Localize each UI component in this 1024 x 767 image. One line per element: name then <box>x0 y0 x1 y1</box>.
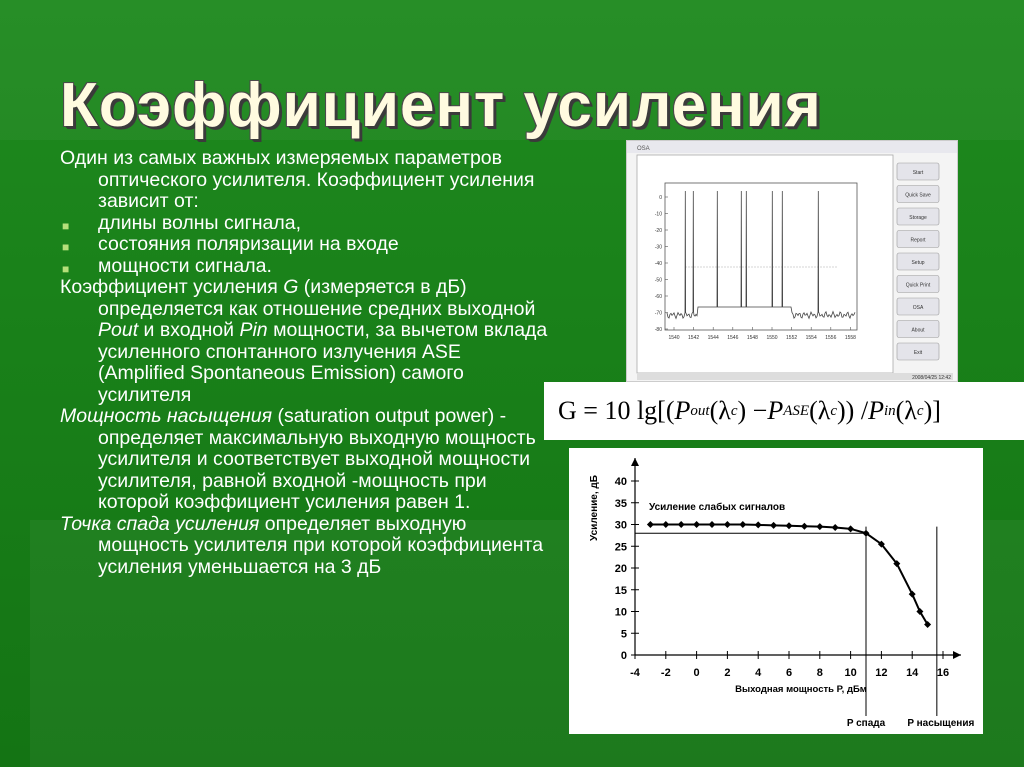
osa-button-label: Storage <box>909 215 927 221</box>
data-point <box>724 521 731 528</box>
formula-pout-sub: out <box>690 402 710 419</box>
osa-y-tick-label: -60 <box>654 294 662 300</box>
formula-lambda-sub: c <box>730 402 738 419</box>
osa-y-tick-label: 0 <box>659 195 662 201</box>
slide-title: Коэффициент усиления <box>60 71 822 140</box>
data-point <box>739 521 746 528</box>
x-tick-label: 8 <box>816 667 823 679</box>
text-run: определяет выходную мощность усилителя при которой коэффициента усиления уменьшается на 3 дБ <box>98 512 544 578</box>
saturation-paragraph <box>60 406 550 514</box>
osa-x-tick-label: 1552 <box>786 335 798 341</box>
x-axis-arrow <box>953 651 961 659</box>
osa-screenshot <box>626 140 958 382</box>
text-run: мощности, за вычетом вклада усиленного спонтанного излучения ASE (Amplified Spontaneous Emission) самого усилителя <box>98 319 548 406</box>
y-tick-label: 0 <box>620 650 627 662</box>
symbol-pin: Pin <box>239 319 268 341</box>
formula-pase: P <box>767 396 784 425</box>
x-tick-label: 10 <box>844 667 857 679</box>
data-point <box>678 521 685 528</box>
osa-y-tick-label: -80 <box>654 327 662 333</box>
osa-button-label: Start <box>912 170 924 176</box>
data-point <box>801 523 808 530</box>
osa-button-label: OSA <box>912 305 924 311</box>
y-tick-label: 30 <box>614 519 627 532</box>
data-point <box>709 521 716 528</box>
osa-y-tick-label: -10 <box>654 211 662 218</box>
osa-timestamp: 2008/04/25 12:42 <box>912 375 951 381</box>
formula-close: )] <box>923 396 941 425</box>
formula-divide: )) / <box>837 396 869 425</box>
slide-body <box>60 148 550 578</box>
gain-curve <box>650 525 927 625</box>
bullet-item <box>60 256 550 278</box>
osa-button-label: Quick Save <box>905 192 931 199</box>
osa-x-tick-label: 1544 <box>707 335 719 341</box>
osa-y-tick-label: -70 <box>654 310 662 317</box>
osa-x-tick-label: 1548 <box>746 335 758 341</box>
x-tick-label: 0 <box>693 667 700 679</box>
formula-paren: ( <box>709 396 719 425</box>
gain-chart-svg <box>569 448 983 734</box>
osa-button-label: Exit <box>913 350 923 356</box>
data-point <box>755 521 762 528</box>
formula-bracket: [( <box>657 396 675 425</box>
formula-minus: ) − <box>737 396 768 425</box>
text-run: (saturation output power) - определяет максимальную выходную мощность усилителя и соответствует выходной мощности усилителя, равной входной -мощность при которой коэффициент усиления равен 1. <box>98 405 536 513</box>
y-tick-label: 15 <box>614 584 627 597</box>
x-tick-label: 12 <box>875 667 888 679</box>
osa-y-tick-label: -30 <box>654 244 662 251</box>
formula-pin-sub: in <box>883 402 896 419</box>
y-tick-label: 5 <box>620 628 627 641</box>
x-tick-label: 4 <box>755 667 762 679</box>
x-tick-label: 2 <box>724 667 731 679</box>
data-point <box>786 522 793 529</box>
y-tick-label: 40 <box>614 476 627 488</box>
osa-y-tick-label: -40 <box>654 261 662 267</box>
text-run: и входной <box>138 319 240 341</box>
marker-label: P спада <box>846 718 886 729</box>
bullet-icon: ■ <box>62 240 70 254</box>
y-tick-label: 20 <box>614 563 627 575</box>
osa-x-tick-label: 1558 <box>844 335 856 341</box>
data-point <box>662 521 669 528</box>
x-tick-label: 14 <box>906 667 919 679</box>
bullet-item <box>60 213 550 235</box>
data-point <box>647 521 654 528</box>
x-tick-label: -2 <box>660 667 671 679</box>
gain-definition-paragraph <box>60 277 550 406</box>
osa-y-tick-label: -50 <box>654 277 662 284</box>
text-run: (измеряется в дБ) определяется как отношение средних выходной <box>98 276 536 320</box>
data-point <box>770 522 777 529</box>
formula-lambda-sub: c <box>916 402 924 419</box>
bullet-item <box>60 234 550 256</box>
osa-button-label: About <box>911 327 925 334</box>
data-point <box>832 524 839 531</box>
formula-pout: P <box>674 396 691 425</box>
osa-x-tick-label: 1550 <box>766 335 778 341</box>
bullet-icon: ■ <box>62 218 70 233</box>
osa-button-label: Report <box>910 237 926 244</box>
osa-button-label: Setup <box>911 260 925 266</box>
gain-chart <box>569 448 983 734</box>
chart-annotation: Усиление слабых сигналов <box>649 502 786 513</box>
data-point <box>693 521 700 528</box>
osa-button-label: Quick Print <box>905 282 931 289</box>
term-gain-drop: Точка спада усиления <box>60 512 260 535</box>
formula-lambda: λ <box>904 396 917 425</box>
formula-paren: ( <box>895 396 905 425</box>
formula-lambda: λ <box>817 396 831 425</box>
osa-x-tick-label: 1546 <box>727 335 739 341</box>
x-tick-label: 6 <box>785 667 793 679</box>
term-saturation: Мощность насыщения <box>60 405 273 427</box>
data-point <box>847 525 854 532</box>
formula-lambda-sub: c <box>830 402 838 419</box>
osa-x-tick-label: 1556 <box>825 335 837 341</box>
symbol-g: G <box>283 276 299 298</box>
marker-label: P насыщения <box>907 718 975 729</box>
osa-x-tick-label: 1540 <box>668 335 680 341</box>
x-tick-label: 16 <box>936 667 950 679</box>
formula-lhs: G = 10 lg <box>558 396 658 425</box>
osa-window-title: OSA <box>637 146 650 152</box>
y-tick-label: 10 <box>614 606 627 619</box>
osa-y-tick-label: -20 <box>654 228 662 234</box>
formula-paren: ( <box>809 396 818 425</box>
formula-pase-sub: ASE <box>783 402 810 419</box>
gain-drop-paragraph <box>60 514 550 579</box>
data-point <box>816 523 823 530</box>
formula-lambda: λ <box>718 396 731 425</box>
osa-x-tick-label: 1554 <box>805 335 817 341</box>
osa-spectrum-window <box>627 141 957 381</box>
y-tick-label: 35 <box>614 497 627 510</box>
osa-x-tick-label: 1542 <box>688 335 700 341</box>
gain-formula <box>544 382 1024 440</box>
y-tick-label: 25 <box>614 541 627 554</box>
intro-paragraph: Один из самых важных измеряемых параметров оптического усилителя. Коэффициент усиления зависит от: <box>60 147 535 212</box>
x-tick-label: -4 <box>630 667 640 679</box>
formula-pin: P <box>868 396 884 425</box>
text-run: Коэффициент усиления <box>60 276 284 298</box>
symbol-pout: Pout <box>98 319 139 341</box>
y-axis-arrow <box>631 458 639 466</box>
bullet-icon: ■ <box>62 261 70 276</box>
y-axis-label: Усиление, дБ <box>589 475 600 541</box>
bullet-text: длины волны сигнала, <box>98 211 301 234</box>
x-axis-label: Выходная мощность Р, дБм <box>735 684 867 695</box>
data-point <box>909 591 916 598</box>
bullet-text: состояния поляризации на входе <box>98 233 399 255</box>
bullet-text: мощности сигнала. <box>98 254 272 277</box>
